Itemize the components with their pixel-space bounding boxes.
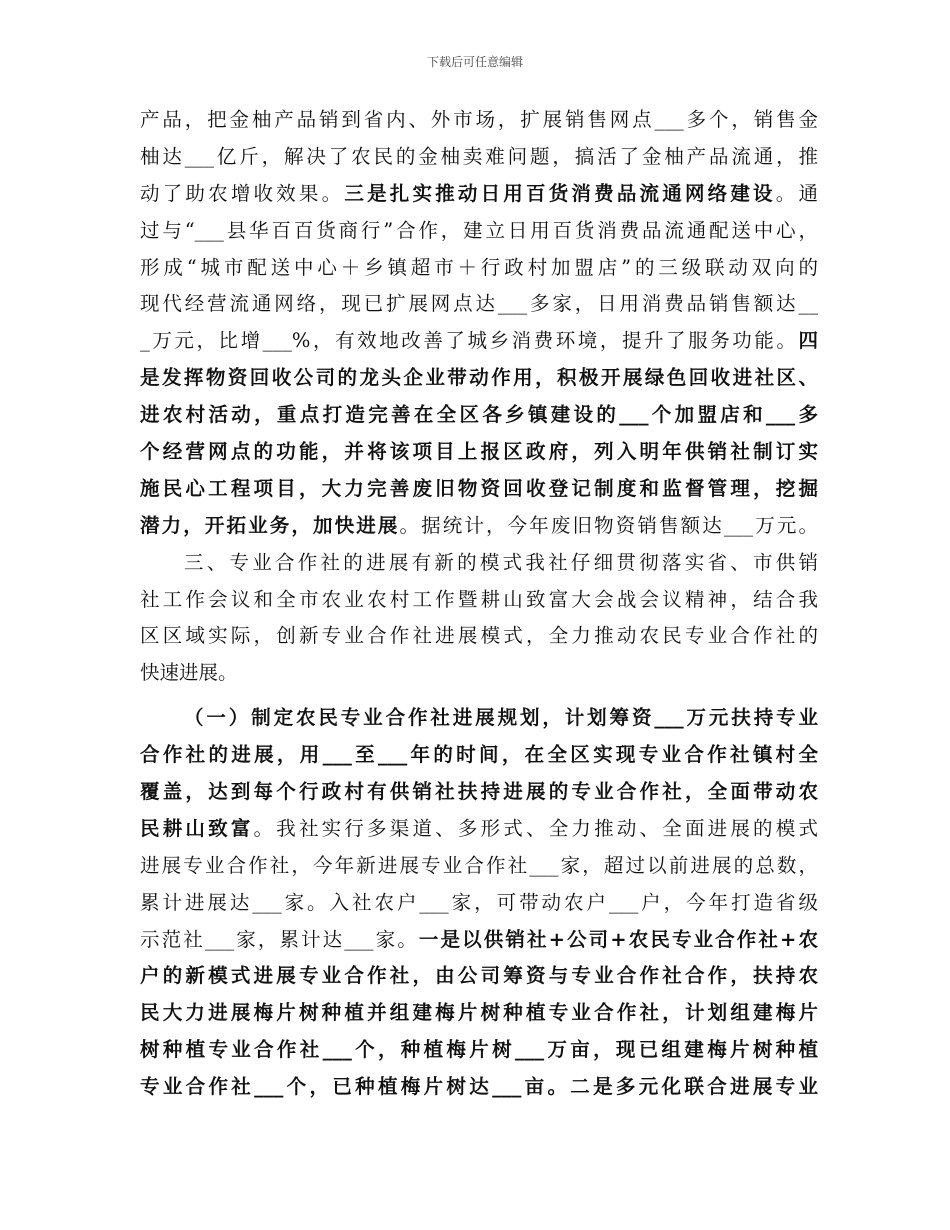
bold-text-segment: 民耕山致富 bbox=[140, 816, 254, 840]
text-line bbox=[140, 618, 818, 655]
text-line bbox=[140, 655, 818, 692]
text-line bbox=[140, 848, 818, 885]
text-segment: 区区域实际，创新专业合作社进展模式，全力推动农民专业合作社的 bbox=[140, 624, 818, 648]
bold-text-segment: 潜力，开拓业务，加快进展 bbox=[140, 513, 400, 537]
bold-text-segment: 树种植专业合作社___个，种植梅片树___万亩，现已组建梅片树种植 bbox=[140, 1038, 818, 1062]
bold-text-segment: 个经营网点的功能，并将该项目上报区政府，列入明年供销社制订实 bbox=[140, 440, 818, 464]
text-segment: 柚达___亿斤，解决了农民的金柚卖难问题，搞活了金柚产品流通，推 bbox=[140, 144, 818, 168]
text-line bbox=[140, 1069, 818, 1106]
bold-text-segment: 三是扎实推动日用百货消费品流通网络建设 bbox=[344, 181, 776, 205]
text-segment: 。我社实行多渠道、多形式、全力推动、全面进展的模式 bbox=[253, 816, 818, 840]
text-segment: 现代经营流通网络，现已扩展网点达___多家，日用消费品销售额达__ bbox=[140, 292, 818, 316]
page-header: 下载后可任意编辑 bbox=[426, 55, 523, 69]
text-line bbox=[140, 582, 818, 619]
bold-text-segment: 四 bbox=[798, 329, 818, 353]
text-segment: 累计进展达___家。入社农户___家，可带动农户___户，今年打造省级 bbox=[140, 890, 818, 914]
text-segment: 产品，把金柚产品销到省内、外市场，扩展销售网点___多个，销售金 bbox=[140, 108, 818, 131]
text-line bbox=[140, 995, 818, 1032]
text-line bbox=[140, 958, 818, 995]
text-segment: 三、专业合作社的进展有新的模式我社仔细贯彻落实省、市供销 bbox=[184, 550, 818, 574]
text-line bbox=[140, 213, 818, 250]
text-segment: 社工作会议和全市农业农村工作暨耕山致富大会战会议精神，结合我 bbox=[140, 587, 818, 611]
text-segment: 进展专业合作社，今年新进展专业合作社___家，超过以前进展的总数， bbox=[140, 853, 818, 877]
text-segment: 。通 bbox=[775, 181, 818, 205]
text-line bbox=[140, 737, 818, 774]
text-segment: 动了助农增收效果。 bbox=[140, 181, 345, 205]
text-line bbox=[140, 323, 818, 360]
bold-text-segment: 专业合作社___个，已种植梅片树达___亩。二是多元化联合进展专业 bbox=[140, 1075, 818, 1099]
text-line bbox=[140, 286, 818, 323]
bold-text-segment: 进农村活动，重点打造完善在全区各乡镇建设的___个加盟店和___多 bbox=[140, 403, 818, 427]
bold-text-segment: 是发挥物资回收公司的龙头企业带动作用，积极开展绿色回收进社区、 bbox=[140, 366, 818, 390]
bold-text-segment: （一）制定农民专业合作社进展规划，计划筹资___万元扶持专业 bbox=[184, 706, 818, 730]
bold-text-segment: 施民心工程项目，大力完善废旧物资回收登记制度和监督管理，挖掘 bbox=[140, 476, 818, 500]
bold-text-segment: 户的新模式进展专业合作社，由公司筹资与专业合作社合作，扶持农 bbox=[140, 964, 818, 988]
text-line bbox=[140, 176, 818, 213]
document-body bbox=[140, 102, 818, 1106]
text-line bbox=[140, 1032, 818, 1069]
text-line bbox=[140, 139, 818, 176]
text-line bbox=[140, 434, 818, 471]
text-line bbox=[140, 102, 818, 139]
text-line bbox=[140, 250, 818, 287]
text-segment: _万元，比增___%，有效地改善了城乡消费环境，提升了服务功能。 bbox=[140, 329, 799, 353]
bold-text-segment: 民大力进展梅片树种植并组建梅片树种植专业合作社，计划组建梅片 bbox=[140, 1001, 818, 1025]
text-line bbox=[140, 700, 818, 737]
text-line bbox=[140, 774, 818, 811]
text-line bbox=[140, 885, 818, 922]
text-line bbox=[140, 471, 818, 508]
text-line bbox=[140, 360, 818, 397]
text-line bbox=[140, 922, 818, 959]
text-line bbox=[140, 397, 818, 434]
text-segment: 快速进展。 bbox=[140, 661, 238, 685]
text-line bbox=[140, 508, 818, 545]
text-line bbox=[140, 545, 818, 582]
bold-text-segment: 一是以供销社+公司+农民专业合作社+农 bbox=[418, 927, 818, 951]
text-segment: 形成“城市配送中心＋乡镇超市＋行政村加盟店”的三级联动双向的 bbox=[140, 255, 818, 279]
text-segment: 示范社___家，累计达___家。 bbox=[140, 927, 419, 951]
text-line bbox=[140, 811, 818, 848]
text-segment: 过与“___县华百百货商行”合作，建立日用百货消费品流通配送中心， bbox=[140, 218, 818, 242]
paragraph-gap bbox=[140, 692, 818, 700]
text-segment: 。据统计，今年废旧物资销售额达___万元。 bbox=[399, 513, 818, 537]
bold-text-segment: 合作社的进展，用___至___年的时间，在全区实现专业合作社镇村全 bbox=[140, 743, 818, 767]
bold-text-segment: 覆盖，达到每个行政村有供销社扶持进展的专业合作社，全面带动农 bbox=[140, 780, 818, 804]
